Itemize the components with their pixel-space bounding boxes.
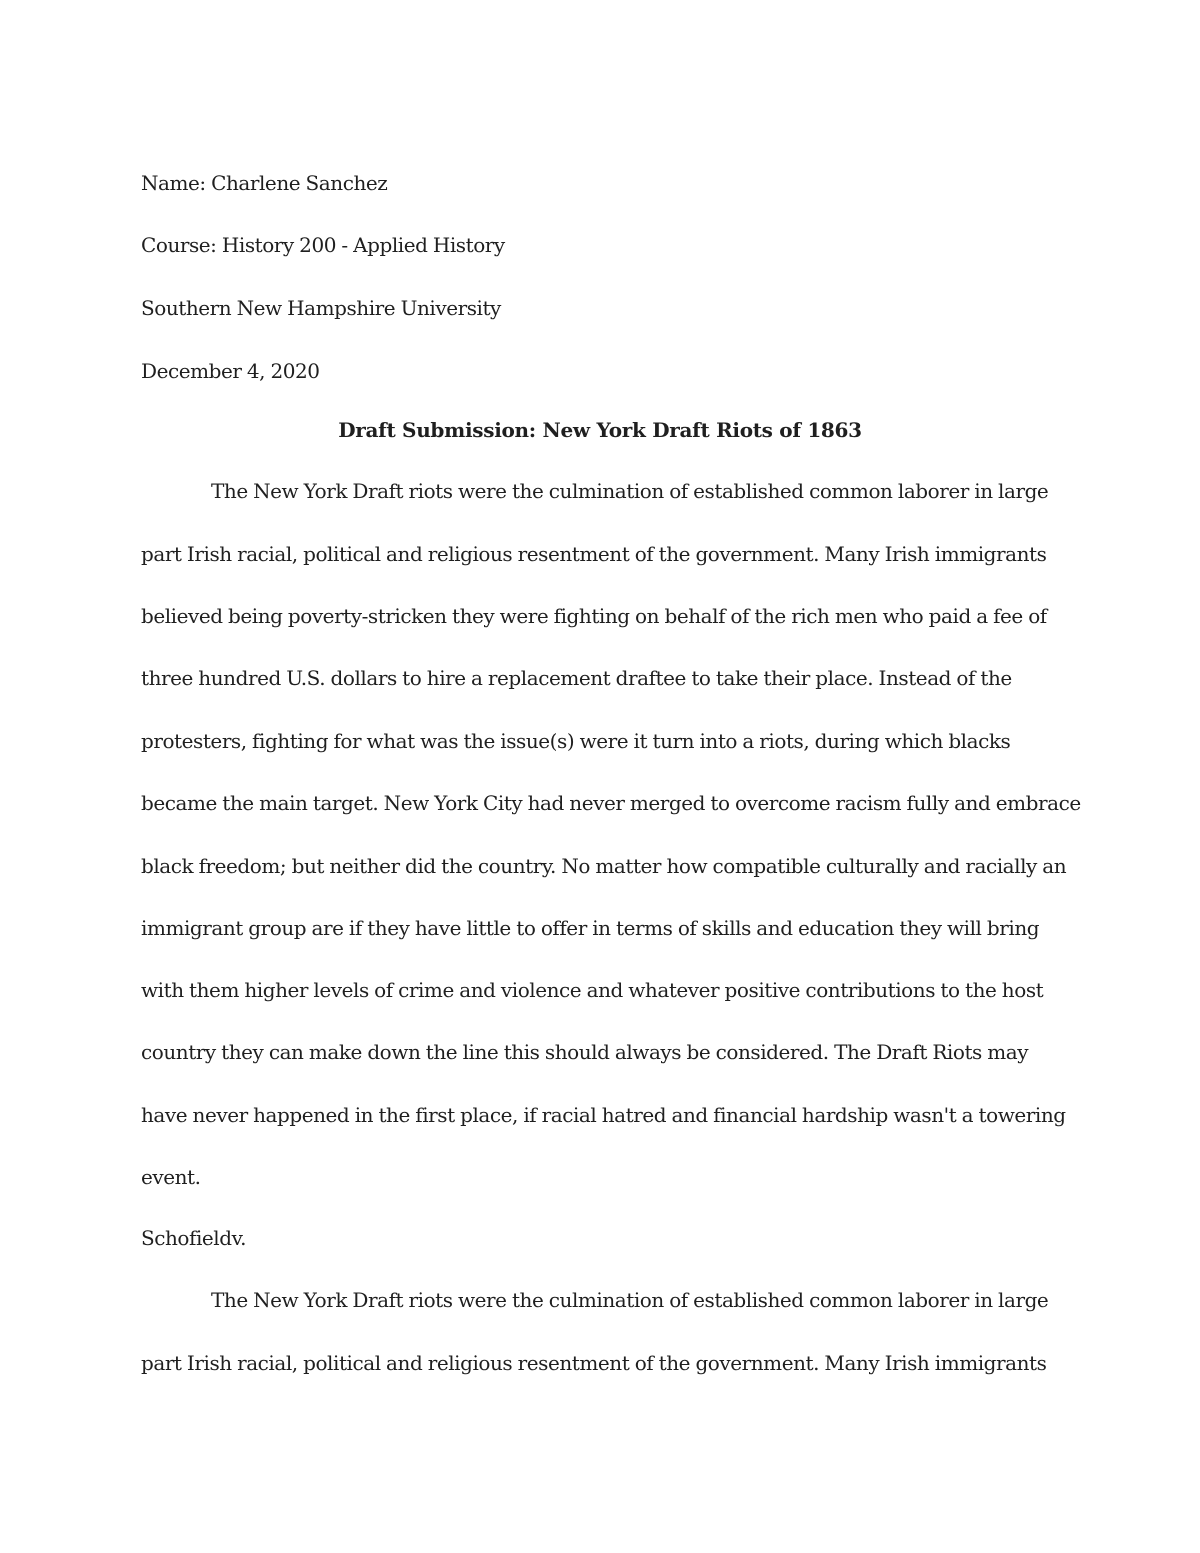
paragraph-line: part Irish racial, political and religious resentment of the government. Many Irish immigrants — [141, 542, 1047, 566]
paragraph-line: with them higher levels of crime and violence and whatever positive contributions to the host — [141, 978, 1044, 1002]
paragraph-line: have never happened in the first place, if racial hatred and financial hardship wasn't a towering — [141, 1103, 1066, 1127]
paragraph-line: immigrant group are if they have little to offer in terms of skills and education they will bring — [141, 916, 1040, 940]
paragraph-line: country they can make down the line this should always be considered. The Draft Riots may — [141, 1040, 1029, 1064]
citation: Schofieldv. — [141, 1226, 246, 1250]
paragraph-line: part Irish racial, political and religious resentment of the government. Many Irish immigrants — [141, 1351, 1047, 1375]
submission-date: December 4, 2020 — [141, 359, 320, 383]
paragraph-line: protesters, fighting for what was the issue(s) were it turn into a riots, during which blacks — [141, 729, 1011, 753]
student-name: Name: Charlene Sanchez — [141, 171, 388, 195]
course-name: Course: History 200 - Applied History — [141, 233, 505, 257]
paragraph-line: event. — [141, 1165, 201, 1189]
university-name: Southern New Hampshire University — [141, 296, 501, 320]
paragraph-line: three hundred U.S. dollars to hire a replacement draftee to take their place. Instead of the — [141, 666, 1012, 690]
paragraph-line: believed being poverty-stricken they were fighting on behalf of the rich men who paid a fee of — [141, 604, 1047, 628]
paragraph-line: The New York Draft riots were the culmination of established common laborer in large — [211, 1288, 1049, 1312]
paragraph-line: black freedom; but neither did the country. No matter how compatible culturally and racially an — [141, 854, 1067, 878]
document-title: Draft Submission: New York Draft Riots of 1863 — [338, 418, 862, 442]
paragraph-line: became the main target. New York City had never merged to overcome racism fully and embrace — [141, 791, 1081, 815]
paragraph-line: The New York Draft riots were the culmination of established common laborer in large — [211, 479, 1049, 503]
